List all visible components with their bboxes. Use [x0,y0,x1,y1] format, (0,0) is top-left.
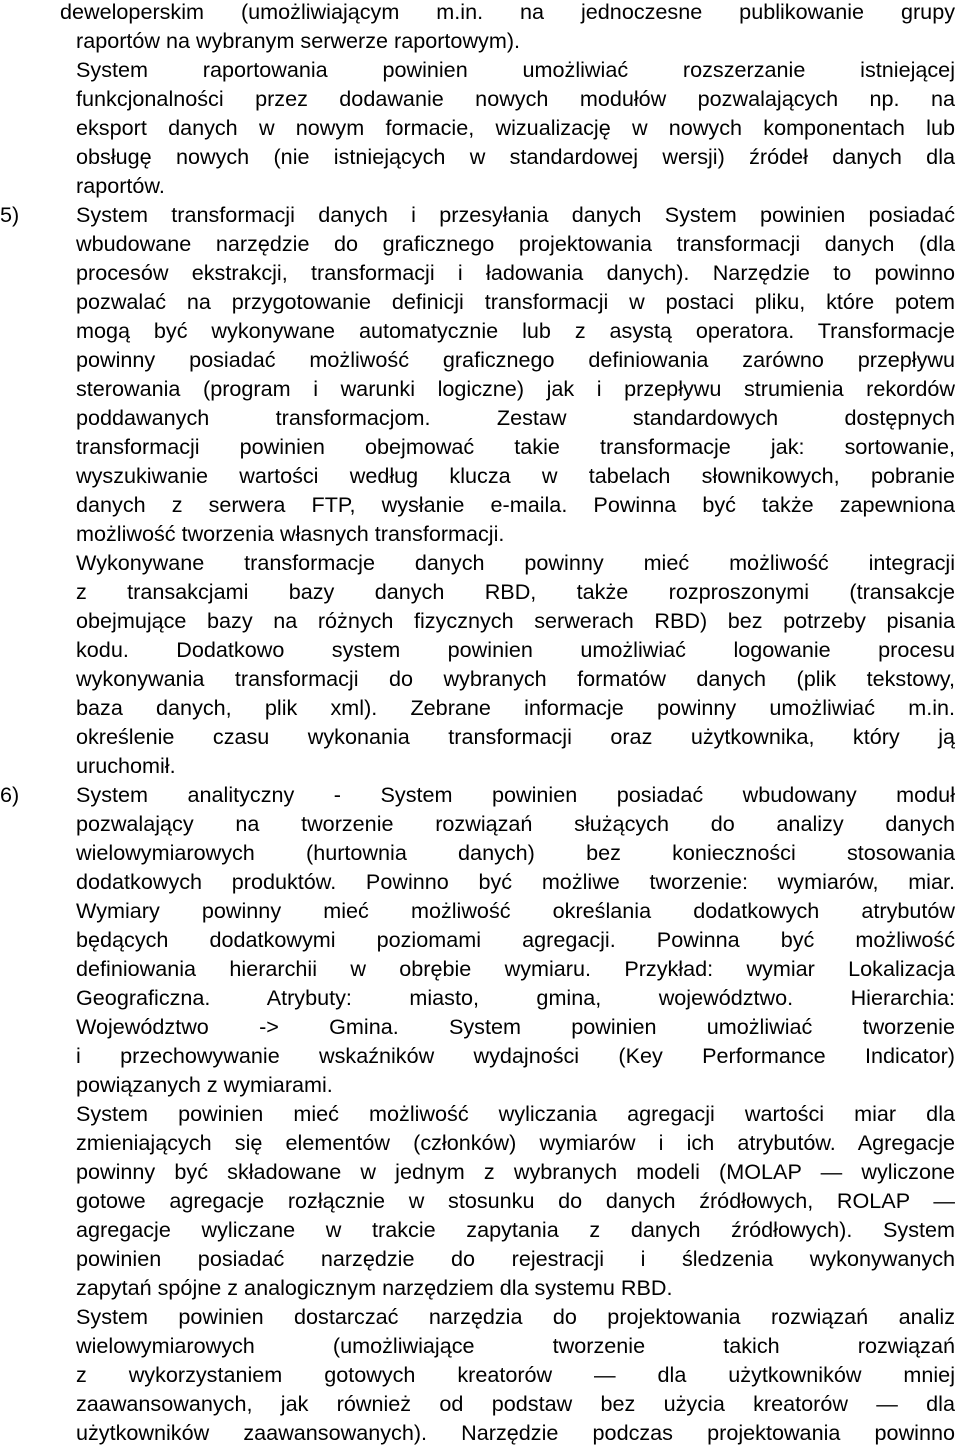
text-line: i przechowywanie wskaźników wydajności (Key Performance Indicator) [76,1043,955,1068]
text-line: obsługę nowych (nie istniejących w standardowej wersji) źródeł danych dla [76,144,955,169]
text-line: powinny być składowane w jednym z wybranych modeli (MOLAP — wyliczone [76,1159,955,1184]
text-line: deweloperskim (umożliwiającym m.in. na jednoczesne publikowanie grupy [60,0,955,24]
text-line: sterowania (program i warunki logiczne) jak i przepływu strumienia rekordów [76,376,955,401]
text-line: uruchomił. [76,753,176,778]
text-line: użytkowników zaawansowanych). Narzędzie podczas projektowania powinno [76,1420,955,1445]
text-line: definiowania hierarchii w obrębie wymiaru. Przykład: wymiar Lokalizacja [76,956,955,981]
text-line: z transakcjami bazy danych RBD, także rozproszonymi (transakcje [76,579,955,604]
text-line: obejmujące bazy na różnych fizycznych serwerach RBD) bez potrzeby pisania [76,608,955,633]
text-line: poddawanych transformacjom. Zestaw standardowych dostępnych [76,405,955,430]
text-line: będących dodatkowymi poziomami agregacji. Powinna być możliwość [76,927,955,952]
text-line: Wymiary powinny mieć możliwość określania dodatkowych atrybutów [76,898,955,923]
text-line: wyszukiwanie wartości według klucza w tabelach słownikowych, pobranie [76,463,955,488]
text-line: eksport danych w nowym formacie, wizualizację w nowych komponentach lub [76,115,955,140]
text-line: powinny posiadać możliwość graficznego definiowania zarówno przepływu [76,347,955,372]
text-line: raportów. [76,173,165,198]
list-marker: 5) [0,202,20,227]
text-line: wielowymiarowych (umożliwiające tworzenie takich rozwiązań [76,1333,955,1358]
text-line: powiązanych z wymiarami. [76,1072,333,1097]
text-line: kodu. Dodatkowo system powinien umożliwiać logowanie procesu [76,637,955,662]
text-line: określenie czasu wykonania transformacji oraz użytkownika, który ją [76,724,955,749]
text-line: wielowymiarowych (hurtownia danych) bez konieczności stosowania [76,840,955,865]
text-line: danych z serwera FTP, wysłanie e-maila. Powinna być także zapewniona [76,492,955,517]
text-line: System powinien mieć możliwość wyliczania agregacji wartości miar dla [76,1101,955,1126]
text-line: zmieniających się elementów (członków) wymiarów i ich atrybutów. Agregacje [76,1130,955,1155]
text-line: System raportowania powinien umożliwiać rozszerzanie istniejącej [76,57,955,82]
text-line: możliwość tworzenia własnych transformacji. [76,521,505,546]
text-line: pozwalający na tworzenie rozwiązań służących do analizy danych [76,811,955,836]
text-line: raportów na wybranym serwerze raportowym). [76,28,521,53]
text-line: zapytań spójne z analogicznym narzędziem dla systemu RBD. [76,1275,673,1300]
text-line: transformacji powinien obejmować takie transformacje jak: sortowanie, [76,434,955,459]
text-line: wbudowane narzędzie do graficznego projektowania transformacji danych (dla [76,231,955,256]
list-marker: 6) [0,782,20,807]
text-line: dodatkowych produktów. Powinno być możliwe tworzenie: wymiarów, miar. [76,869,955,894]
text-line: System analityczny - System powinien posiadać wbudowany moduł [76,782,955,807]
text-line: agregacje wyliczane w trakcie zapytania z danych źródłowych). System [76,1217,955,1242]
text-line: powinien posiadać narzędzie do rejestracji i śledzenia wykonywanych [76,1246,955,1271]
text-line: wykonywania transformacji do wybranych formatów danych (plik tekstowy, [76,666,955,691]
text-line: mogą być wykonywane automatycznie lub z asystą operatora. Transformacje [76,318,955,343]
text-line: zaawansowanych, jak również od podstaw bez użycia kreatorów — dla [76,1391,955,1416]
text-line: System transformacji danych i przesyłania danych System powinien posiadać [76,202,955,227]
text-line: procesów ekstrakcji, transformacji i ładowania danych). Narzędzie to powinno [76,260,955,285]
text-line: gotowe agregacje rozłącznie w stosunku do danych źródłowych, ROLAP — [76,1188,955,1213]
text-line: z wykorzystaniem gotowych kreatorów — dla użytkowników mniej [76,1362,955,1387]
text-line: Wykonywane transformacje danych powinny mieć możliwość integracji [76,550,955,575]
text-line: baza danych, plik xml). Zebrane informacje powinny umożliwiać m.in. [76,695,955,720]
text-line: System powinien dostarczać narzędzia do projektowania rozwiązań analiz [76,1304,955,1329]
text-line: funkcjonalności przez dodawanie nowych modułów pozwalających np. na [76,86,955,111]
text-line: pozwalać na przygotowanie definicji transformacji w postaci pliku, które potem [76,289,955,314]
text-line: Geograficzna. Atrybuty: miasto, gmina, województwo. Hierarchia: [76,985,955,1010]
text-line: Województwo -> Gmina. System powinien umożliwiać tworzenie [76,1014,955,1039]
